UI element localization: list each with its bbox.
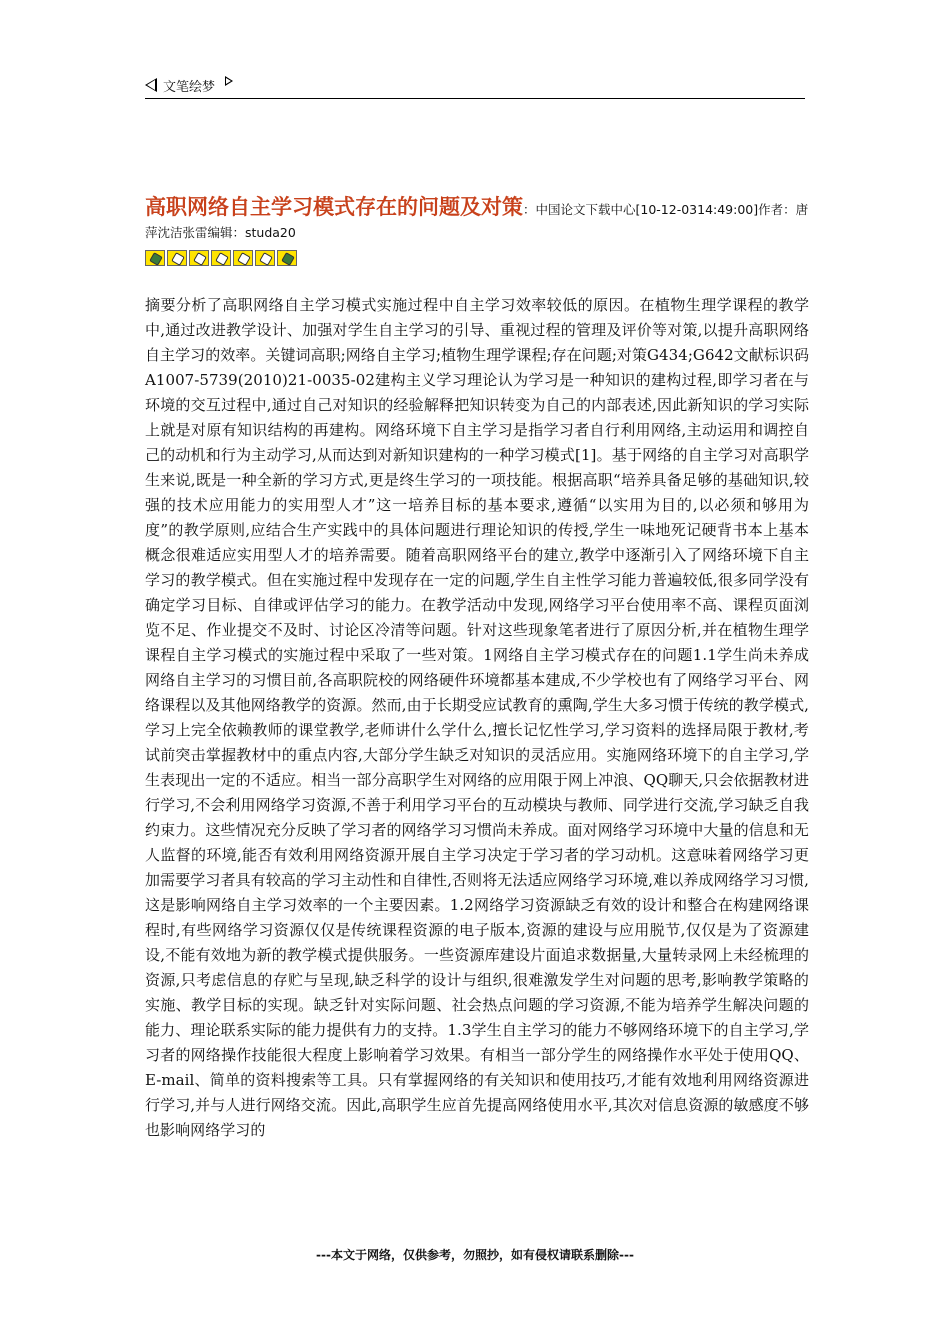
pencil-icon [255, 250, 275, 266]
article-title-block [145, 196, 813, 244]
rating-icons [145, 250, 299, 266]
pencil-icon [167, 250, 187, 266]
page-header [145, 72, 805, 99]
article-title: 高职网络自主学习模式存在的问题及对策 [145, 195, 523, 219]
triangle-left-icon [145, 78, 157, 92]
pencil-icon [211, 250, 231, 266]
footer-notice: ---本文于网络，仅供参考，勿照抄，如有侵权请联系删除--- [316, 1248, 634, 1262]
header-label: 文笔绘梦 [163, 79, 216, 95]
pencil-icon [233, 250, 253, 266]
pencil-icon [189, 250, 209, 266]
triangle-right-icon [225, 76, 233, 86]
article-body: 摘要分析了高职网络自主学习模式实施过程中自主学习效率较低的原因。在植物生理学课程的教学中,通过改进教学设计、加强对学生自主学习的引导、重视过程的管理及评价等对策,以提升高职网络自主学习的效率。关键词高职;网络自主学习;植物生理学课程;存在问题;对策G434;G642文献标识码A1007-5739(2010)21-0035-02建构主义学习理论认为学习是一种知识的建构过程,即学习者在与环境的交互过程中,通过自己对知识的经验解释把知识转变为自己的内部表述,因此新知识的学习实际上就是对原有知识结构的再建构。网络环境下自主学习是指学习者自行利用网络,主动运用和调控自己的动机和行为主动学习,从而达到对新知识建构的一种学习模式[1]。基于网络的自主学习对高职学生来说,既是一种全新的学习方式,更是终生学习的一项技能。根据高职“培养具备足够的基础知识,较强的技术应用能力的实用型人才”这一培养目标的基本要求,遵循“以实用为目的,以必须和够用为度”的教学原则,应结合生产实践中的具体问题进行理论知识的传授,学生一味地死记硬背书本上基本概念很难适应实用型人才的培养需要。随着高职网络平台的建立,教学中逐渐引入了网络环境下自主学习的教学模式。但在实施过程中发现存在一定的问题,学生自主性学习能力普遍较低,很多同学没有确定学习目标、自律或评估学习的能力。在教学活动中发现,网络学习平台使用率不高、课程页面浏览不足、作业提交不及时、讨论区冷清等问题。针对这些现象笔者进行了原因分析,并在植物生理学课程自主学习模式的实施过程中采取了一些对策。1网络自主学习模式存在的问题1.1学生尚未养成网络自主学习的习惯目前,各高职院校的网络硬件环境都基本建成,不少学校也有了网络学习平台、网络课程以及其他网络教学的资源。然而,由于长期受应试教育的熏陶,学生大多习惯于传统的教学模式,学习上完全依赖教师的课堂教学,老师讲什么学什么,擅长记忆性学习,学习资料的选择局限于教材,考试前突击掌握教材中的重点内容,大部分学生缺乏对知识的灵活应用。实施网络环境下的自主学习,学生表现出一定的不适应。相当一部分高职学生对网络的应用限于网上冲浪、QQ聊天,只会依据教材进行学习,不会利用网络学习资源,不善于利用学习平台的互动模块与教师、同学进行交流,学习缺乏自我约束力。这些情况充分反映了学习者的网络学习习惯尚未养成。面对网络学习环境中大量的信息和无人监督的环境,能否有效利用网络资源开展自主学习决定于学习者的学习动机。这意味着网络学习更加需要学习者具有较高的学习主动性和自律性,否则将无法适应网络学习环境,难以养成网络学习习惯,这是影响网络自主学习效率的一个主要因素。1.2网络学习资源缺乏有效的设计和整合在构建网络课程时,有些网络学习资源仅仅是传统课程资源的电子版本,资源的建设与应用脱节,仅仅是为了资源建设,不能有效地为新的教学模式提供服务。一些资源库建设片面追求数据量,大量转录网上未经梳理的资源,只考虑信息的存贮与呈现,缺乏科学的设计与组织,很难激发学生对问题的思考,影响教学策略的实施、教学目标的实现。缺乏针对实际问题、社会热点问题的学习资源,不能为培养学生解决问题的能力、理论联系实际的能力提供有力的支持。1.3学生自主学习的能力不够网络环境下的自主学习,学习者的网络操作技能很大程度上影响着学习效果。有相当一部分学生的网络操作水平处于使用QQ、E-mail、简单的资料搜索等工具。只有掌握网络的有关知识和使用技巧,才能有效地利用网络资源进行学习,并与人进行网络交流。因此,高职学生应首先提高网络使用水平,其次对信息资源的敏感度不够也影响网络学习的 [145, 296, 809, 1139]
pencil-icon [277, 250, 297, 266]
pencil-icon [145, 250, 165, 266]
article-meta: ：中国论文下载中心[10-12-0314:49:00]作者：唐萍沈洁张雷编辑：studa20 [145, 202, 809, 240]
